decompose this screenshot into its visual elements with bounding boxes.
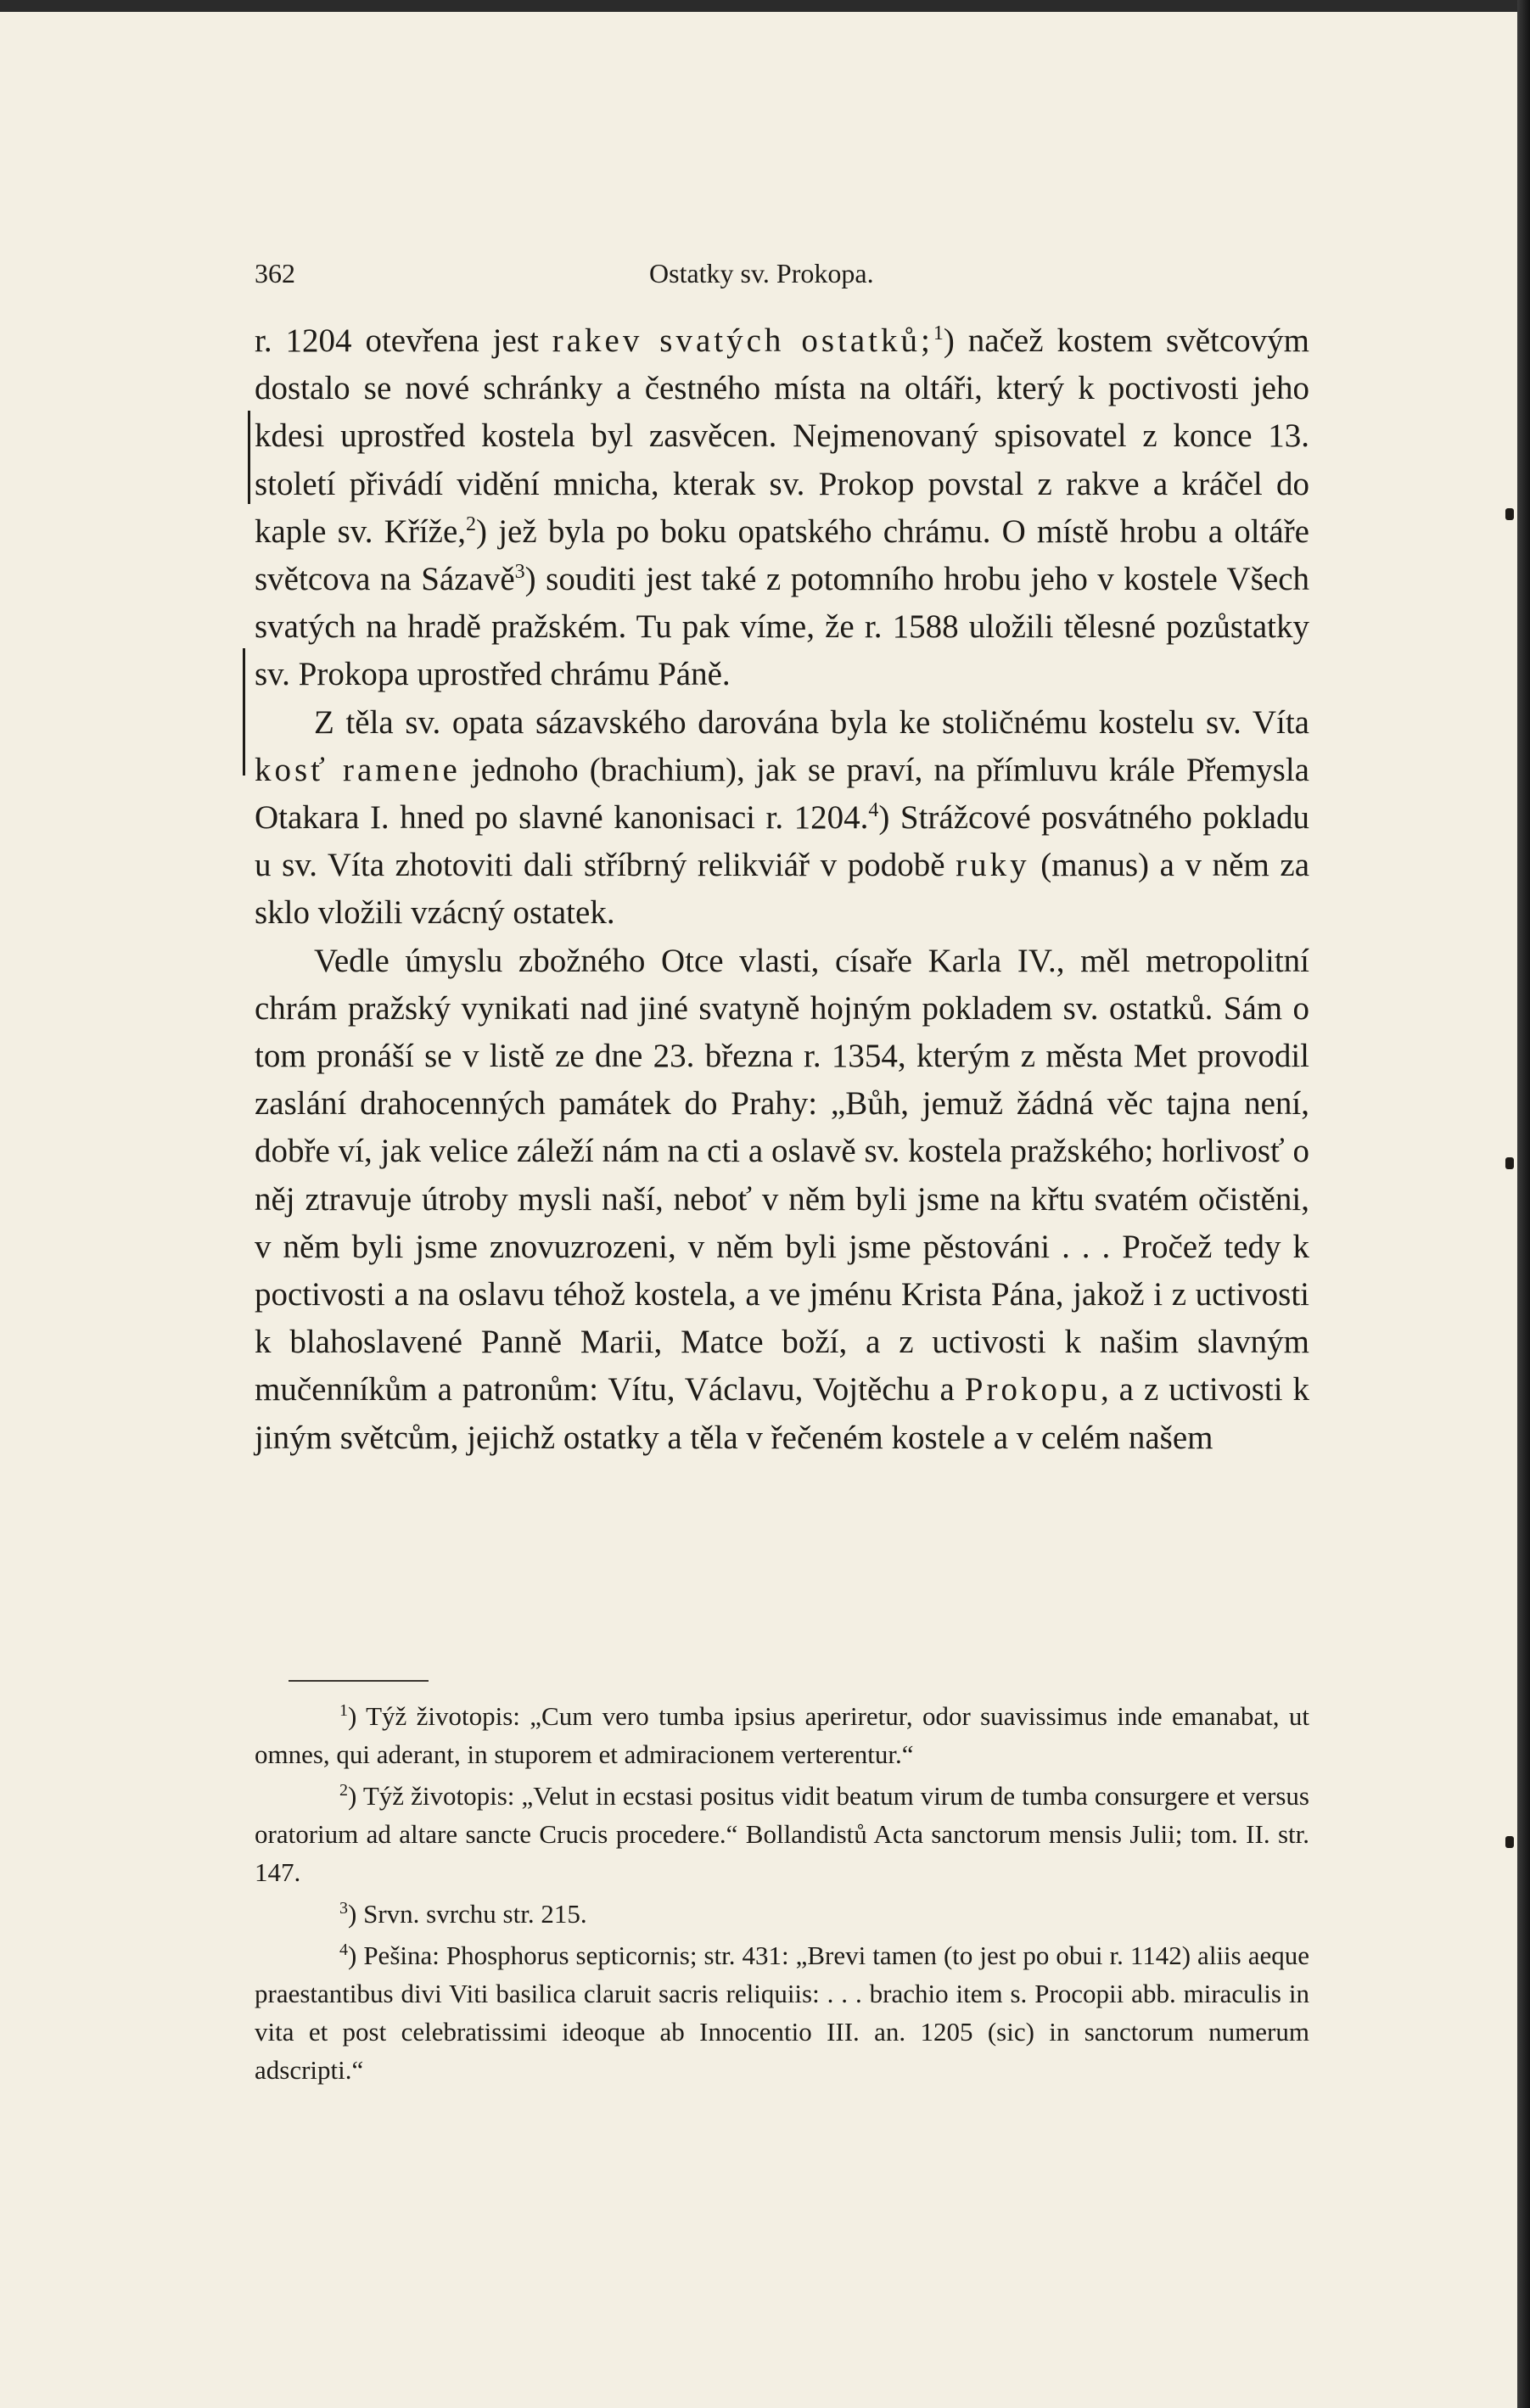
paragraph — [255, 938, 1309, 1462]
text-segment: ) Strážcové posvátného pokladu u sv. Víta zhotoviti dali stříbrný relikviář v podobě — [255, 799, 1309, 884]
text-segment: , a z uctivosti k jiným světcům, jejichž ostatky a těla v řečeném kostele a v celém našem — [255, 1371, 1309, 1456]
text-segment: ruky — [956, 847, 1030, 884]
text-segment: Z těla sv. opata sázavského darována byla ke stoličnému kostelu sv. Víta — [314, 703, 1309, 741]
main-text — [255, 317, 1309, 1462]
text-segment: ) načež kostem světcovým dostalo se nové schránky a čestného místa na oltáři, který k poctivosti jeho kdesi uprostřed kostela byl zasvěcen. Nejmenovaný spisovatel z konce 13. století přivádí vidění mnicha, kterak sv. Prokop povstal z rakve a kráčel do kaple sv. Kříže, — [255, 322, 1309, 550]
text-segment: ) souditi jest také z potomního hrobu jeho v kostele Všech svatých na hradě pražském. Tu pak víme, že r. 1588 uložili tělesné pozůstatky sv. Prokopa uprostřed chrámu Páně. — [255, 561, 1310, 693]
paragraph — [255, 317, 1309, 699]
scanned-page — [0, 12, 1517, 2408]
text-segment: Prokopu — [964, 1371, 1101, 1408]
page-title: Ostatky sv. Prokopa. — [649, 258, 874, 288]
page-number: 362 — [255, 258, 295, 288]
text-segment: rakev svatých ostatků; — [552, 322, 933, 359]
footnote-reference: 4 — [868, 799, 879, 822]
footnote-separator — [289, 1680, 429, 1682]
footnote: $^3$) Srvn. svrchu str. 215. — [339, 1899, 587, 1929]
margin-mark — [1505, 1157, 1514, 1169]
text-segment: kosť ramene — [255, 751, 461, 788]
footnote-reference: 2 — [466, 512, 477, 535]
text-segment: r. 1204 otevřena jest — [255, 322, 552, 359]
footnote-reference: 3 — [514, 561, 525, 584]
footnote: $^4$) Pešina: Phosphorus septicornis; str. 431: „Brevi tamen (to jest po obui r. 1142) aliis aeque praestantibus divi Viti basilica claruit sacris reliquiis: . . . brachio item s. Procopii abb. miraculis in vita et post celebratissimi ideoque ab Innocentio III. an. 1205 (sic) in sanctorum numerum adscripti.“ — [255, 1940, 1309, 2085]
margin-bracket — [248, 411, 250, 504]
footnote: $^1$) Týž životopis: „Cum vero tumba ipsius aperiretur, odor suavissimus inde emanabat, ut omnes, qui aderant, in stuporem et admiracionem verterentur.“ — [255, 1701, 1309, 1769]
page-edge-shadow — [1517, 0, 1530, 2408]
footnote-reference: 1 — [933, 322, 944, 344]
margin-mark — [1505, 1836, 1514, 1848]
running-head — [255, 258, 1365, 292]
text-segment: Vedle úmyslu zbožného Otce vlasti, císaře Karla IV., měl metropolitní chrám pražský vynikati nad jiné svatyně hojným pokladem sv. ostatků. Sám o tom pronáší se v listě ze dne 23. března r. 1354, kterým z města Met provodil zaslání drahocenných památek do Prahy: „Bůh, jemuž žádná věc tajna není, dobře ví, jak velice záleží nám na cti a oslavě sv. kostela pražského; horlivosť o něj ztravuje útroby mysli naší, neboť v něm byli jsme na křtu svatém očistěni, v něm byli jsme znovuzrozeni, v něm byli jsme pěstováni . . . Pročež tedy k poctivosti a na oslavu téhož kostela, a ve jménu Krista Pána, jakož i z uctivosti k blahoslavené Panně Marii, Matce boží, a z uctivosti k našim slavným mučenníkům a patronům: Vítu, Václavu, Vojtěchu a — [255, 942, 1309, 1408]
margin-bracket — [243, 648, 245, 776]
margin-mark — [1505, 508, 1514, 520]
paragraph — [255, 699, 1309, 938]
text-segment: (manus) a v něm za sklo vložili vzácný ostatek. — [255, 847, 1310, 932]
footnote: $^2$) Týž životopis: „Velut in ecstasi positus vidit beatum virum de tumba consurgere et versus oratorium ad altare sancte Crucis procedere.“ Bollandistů Acta sanctorum mensis Julii; tom. II. str. 147. — [255, 1781, 1309, 1887]
text-segment: jednoho (brachium), jak se praví, na přímluvu krále Přemysla Otakara I. hned po slavné kanonisaci r. 1204. — [255, 751, 1309, 837]
text-segment: ) jež byla po boku opatského chrámu. O místě hrobu a oltáře světcova na Sázavě — [255, 512, 1309, 598]
footnotes — [255, 1697, 1309, 2092]
